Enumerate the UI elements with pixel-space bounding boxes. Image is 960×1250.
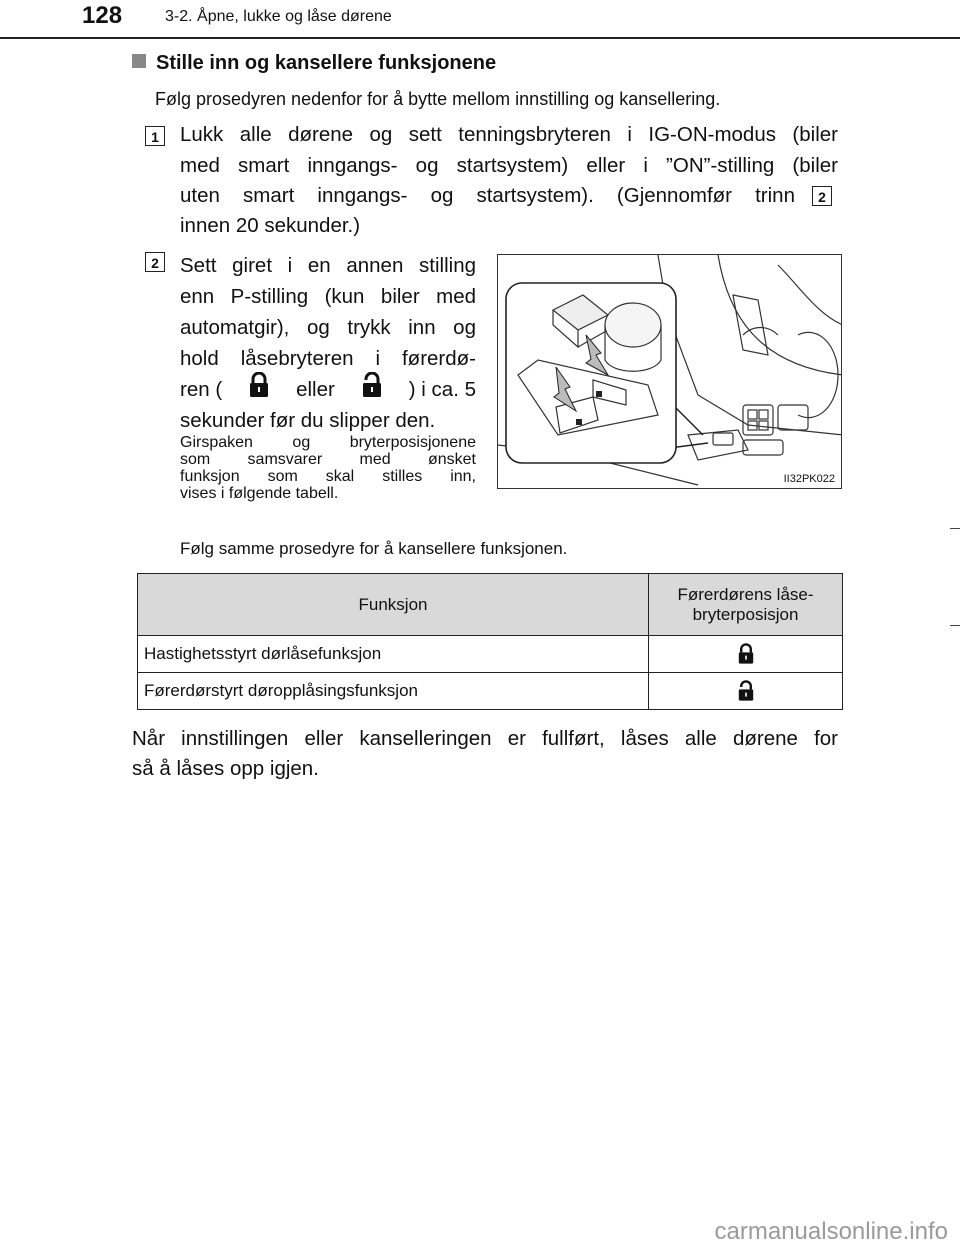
header-divider (0, 37, 960, 39)
outro-text (132, 724, 838, 784)
switch-position-cell (649, 673, 843, 710)
header-function: Funksjon (138, 574, 649, 636)
step2-line: automatgir), og trykk inn og (180, 316, 476, 339)
note-line: funksjon som skal stilles inn, (180, 468, 476, 485)
lock-closed-icon (738, 643, 754, 662)
margin-tick (950, 625, 960, 626)
step1-line: Lukk alle dørene og sett tenningsbryteren i IG-ON-modus (biler (180, 123, 838, 146)
function-cell: Hastighetsstyrt dørlåsefunksjon (138, 636, 649, 673)
page-number: 128 (82, 2, 123, 29)
step-ref-2: 2 (812, 186, 832, 206)
step2-note (180, 434, 476, 502)
note-line: Girspaken og bryterposisjonene (180, 434, 476, 451)
step2-line5-mid: eller (296, 378, 335, 401)
step2-line: sekunder før du slipper den. (180, 409, 436, 432)
step1-line: uten smart inngangs- og startsystem). (Gjennomfør trinn (180, 184, 795, 207)
cancel-note: Følg samme prosedyre for å kansellere funksjonen. (180, 539, 568, 558)
table-row (138, 636, 843, 673)
lock-open-icon (738, 680, 754, 699)
section-title: 3-2. Åpne, lukke og låse dørene (165, 8, 392, 25)
door-lock-switch-illustration (497, 254, 842, 489)
lock-closed-icon (249, 372, 269, 407)
note-line: vises i følgende tabell. (180, 485, 339, 502)
watermark: carmanualsonline.info (714, 1218, 948, 1245)
function-table (137, 573, 843, 710)
intro-text: Følg prosedyren nedenfor for å bytte mellom innstilling og kansellering. (155, 89, 721, 109)
step1-line: innen 20 sekunder.) (180, 214, 361, 237)
step-number-1: 1 (145, 126, 165, 146)
step2-line: enn P-stilling (kun biler med (180, 285, 476, 308)
step2-line: Sett giret i en annen stilling (180, 254, 476, 277)
outro-line: så å låses opp igjen. (132, 757, 319, 780)
illustration-drawing (498, 255, 842, 489)
table-header-row (138, 574, 843, 636)
step1-line: med smart inngangs- og startsystem) eller i ”ON”-stilling (biler (180, 154, 838, 177)
margin-tick (950, 528, 960, 529)
step2-text (180, 250, 476, 436)
header-switch-position: Førerdørens låse- bryterposisjon (649, 574, 843, 636)
step2-line5-start: ren ( (180, 378, 223, 401)
figure-label: II32PK022 (783, 473, 835, 485)
step2-line-icons (180, 374, 476, 405)
function-cell: Førerdørstyrt døropplåsingsfunksjon (138, 673, 649, 710)
note-line: som samsvarer med ønsket (180, 451, 476, 468)
table-row (138, 673, 843, 710)
outro-line: Når innstillingen eller kanselleringen er fullført, låses alle dørene for (132, 727, 838, 750)
bullet-square-icon (132, 54, 146, 68)
lock-open-icon (362, 372, 382, 407)
step2-line: hold låsebryteren i førerdø- (180, 347, 476, 370)
heading-text: Stille inn og kansellere funksjonene (156, 52, 497, 74)
step-number-2: 2 (145, 252, 165, 272)
switch-position-cell (649, 636, 843, 673)
section-heading (132, 52, 496, 75)
step2-line5-end: ) i ca. 5 (408, 378, 476, 401)
